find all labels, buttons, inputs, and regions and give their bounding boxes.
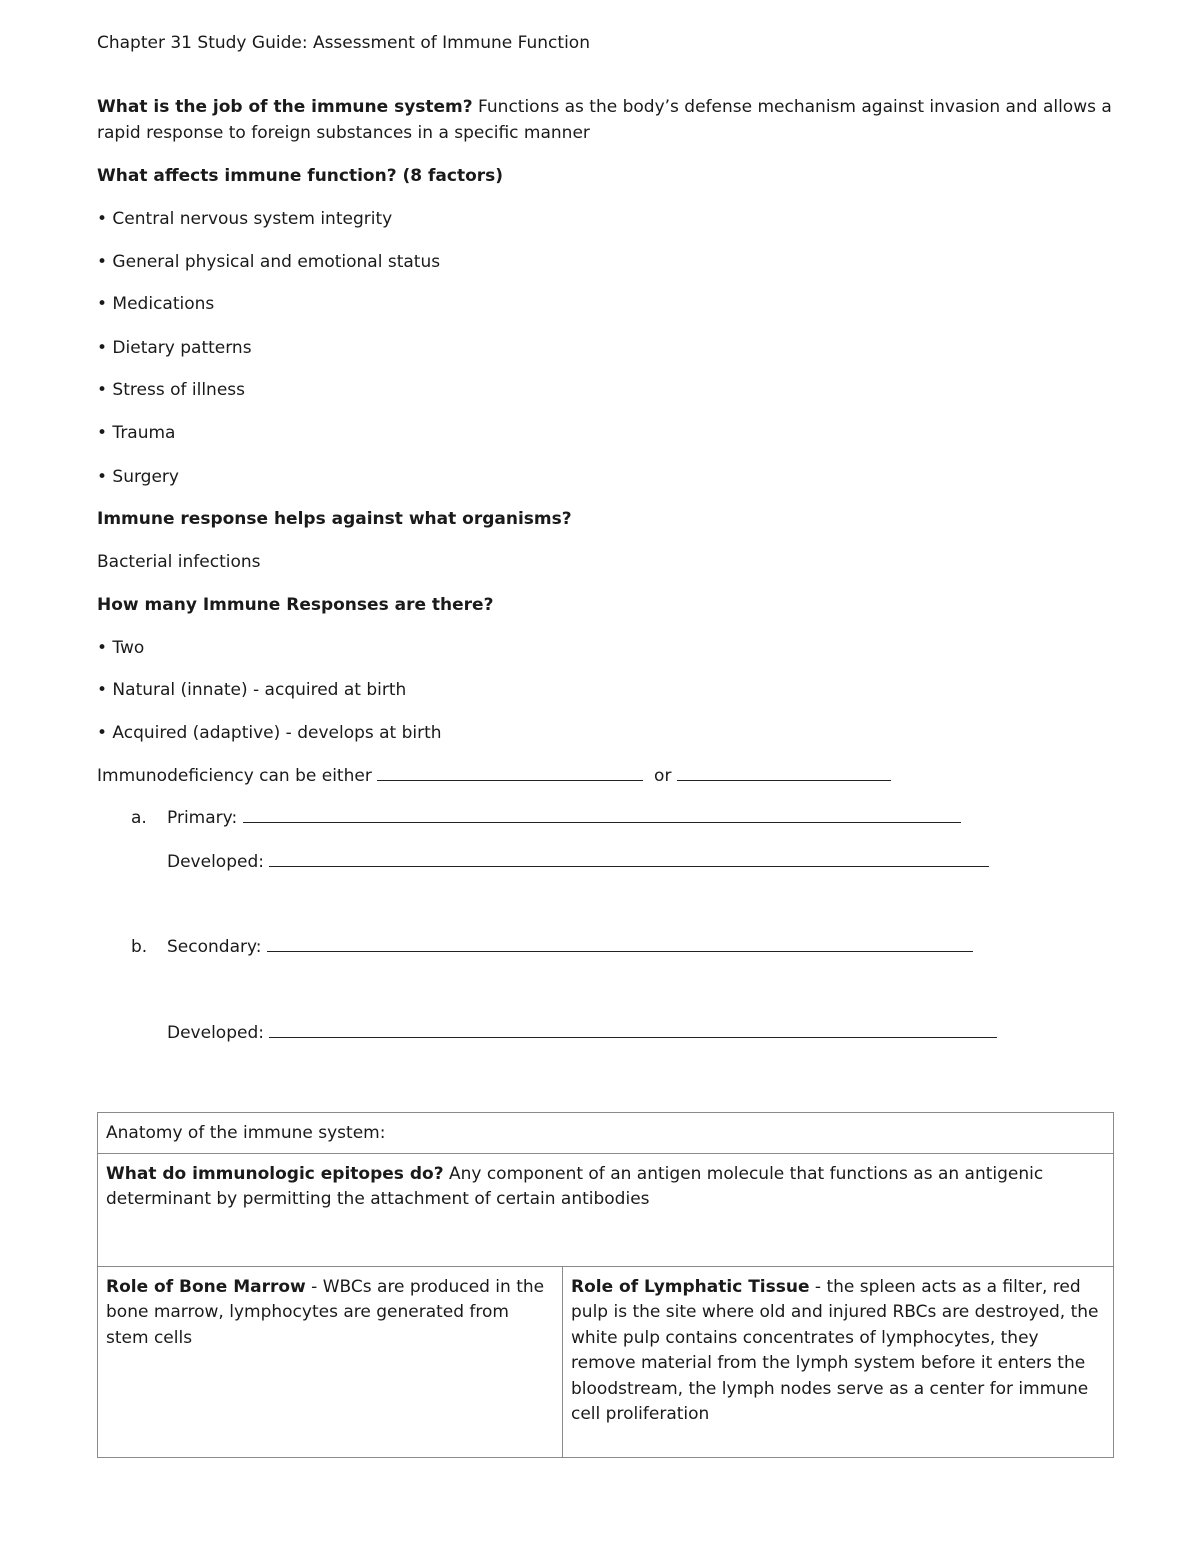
list-item: • General physical and emotional status: [97, 252, 441, 272]
anatomy-heading: Anatomy of the immune system:: [98, 1113, 1114, 1154]
or-label: or: [654, 766, 672, 786]
bone-marrow-cell: [98, 1266, 563, 1457]
blank-line-1: [377, 779, 643, 781]
primary-line: [131, 808, 961, 828]
epitopes-question: What do immunologic epitopes do?: [106, 1163, 444, 1184]
secondary-developed-blank: [269, 1036, 997, 1038]
anatomy-table: [97, 1112, 1114, 1458]
secondary-line: [131, 937, 973, 957]
q1-answer-part1: Functions as the body’s defense mechanism against invasion and allows a: [472, 97, 1112, 117]
primary-developed-blank: [269, 865, 989, 867]
epitopes-cell: [98, 1153, 1114, 1266]
list-item: • Central nervous system integrity: [97, 209, 393, 229]
lymphatic-tissue-question: Role of Lymphatic Tissue: [571, 1276, 810, 1297]
list-item: • Two: [97, 638, 145, 658]
q1-question: What is the job of the immune system?: [97, 97, 473, 117]
primary-blank: [243, 821, 961, 823]
list-item: • Stress of illness: [97, 380, 245, 400]
q1-answer-part2: rapid response to foreign substances in a specific manner: [97, 123, 590, 143]
list-item: • Medications: [97, 294, 215, 314]
list-item: • Surgery: [97, 467, 179, 487]
immunodeficiency-prompt-line: [97, 766, 891, 786]
developed-label: Developed:: [167, 852, 264, 872]
q1-line1: [97, 97, 1112, 117]
immunodeficiency-prompt: Immunodeficiency can be either: [97, 766, 372, 786]
bone-marrow-question: Role of Bone Marrow: [106, 1276, 306, 1297]
list-item: • Dietary patterns: [97, 338, 252, 358]
list-item: • Natural (innate) - acquired at birth: [97, 680, 407, 700]
primary-label: Primary:: [167, 808, 238, 828]
item-letter-b: b.: [131, 937, 148, 957]
q3-question: Immune response helps against what organisms?: [97, 509, 572, 529]
developed-label: Developed:: [167, 1023, 264, 1043]
epitopes-answer: Any component of an antigen molecule that functions as an antigenic determinant by permitting the attachment of certain antibodies: [106, 1163, 1044, 1209]
list-item: • Acquired (adaptive) - develops at birth: [97, 723, 442, 743]
blank-line-2: [677, 779, 891, 781]
primary-developed-line: [167, 852, 989, 872]
secondary-label: Secondary:: [167, 937, 262, 957]
q4-question: How many Immune Responses are there?: [97, 595, 494, 615]
item-letter-a: a.: [131, 808, 147, 828]
lymphatic-tissue-cell: [563, 1266, 1114, 1457]
page-title: Chapter 31 Study Guide: Assessment of Immune Function: [97, 33, 590, 53]
secondary-blank: [267, 950, 973, 952]
list-item: • Trauma: [97, 423, 176, 443]
q2-question: What affects immune function? (8 factors): [97, 166, 504, 186]
q3-answer: Bacterial infections: [97, 552, 261, 572]
bone-marrow-answer: - WBCs are produced in the bone marrow, lymphocytes are generated from stem cells: [106, 1276, 545, 1348]
secondary-developed-line: [167, 1023, 997, 1043]
lymphatic-tissue-answer: - the spleen acts as a filter, red pulp is the site where old and injured RBCs are destroyed, the white pulp contains concentrates of lymphocytes, they remove material from the lymph system before it enters the bloodstream, the lymph nodes serve as a center for immune cell proliferation: [571, 1276, 1099, 1424]
